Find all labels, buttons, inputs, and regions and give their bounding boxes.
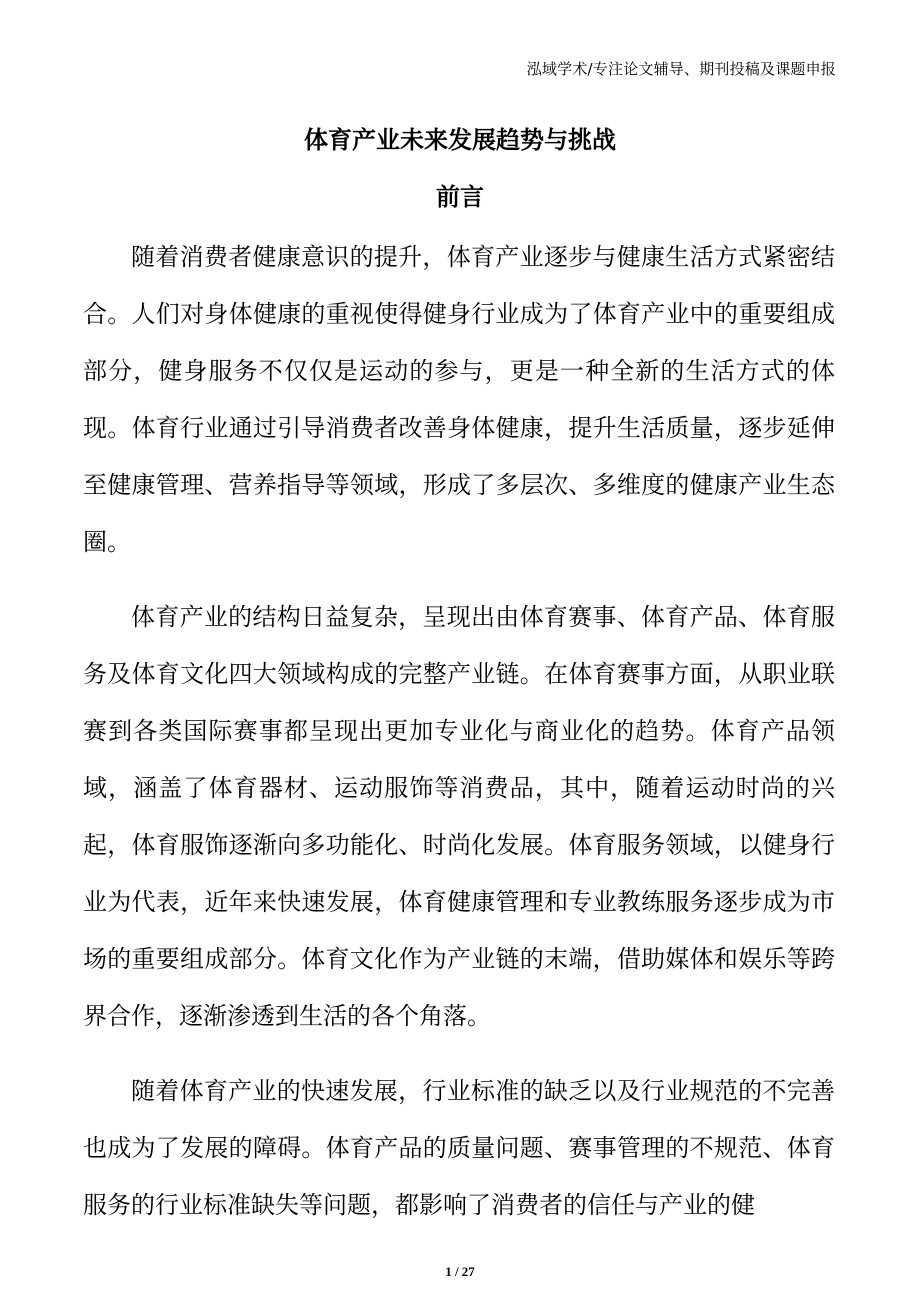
page-number: 1 / 27 — [445, 1264, 475, 1279]
header-note: 泓域学术/专注论文辅导、期刊投稿及课题申报 — [526, 60, 836, 78]
body-text — [83, 229, 835, 1252]
paragraph-3: 随着体育产业的快速发展，行业标准的缺乏以及行业规范的不完善也成为了发展的障碍。体育产品的质量问题、赛事管理的不规范、体育服务的行业标准缺失等问题，都影响了消费者的信任与产业的健 — [83, 1077, 835, 1219]
document-title: 体育产业未来发展趋势与挑战 — [304, 126, 616, 154]
paragraph-2: 体育产业的结构日益复杂，呈现出由体育赛事、体育产品、体育服务及体育文化四大领域构成的完整产业链。在体育赛事方面，从职业联赛到各类国际赛事都呈现出更加专业化与商业化的趋势。体育产品领域，涵盖了体育器材、运动服饰等消费品，其中，随着运动时尚的兴起，体育服饰逐渐向多功能化、时尚化发展。体育服务领域，以健身行业为代表，近年来快速发展，体育健康管理和专业教练服务逐步成为市场的重要组成部分。体育文化作为产业链的末端，借助媒体和娱乐等跨界合作，逐渐渗透到生活的各个角落。 — [83, 603, 835, 1030]
section-title: 前言 — [436, 183, 484, 211]
paragraph-1: 随着消费者健康意识的提升，体育产业逐步与健康生活方式紧密结合。人们对身体健康的重视使得健身行业成为了体育产业中的重要组成部分，健身服务不仅仅是运动的参与，更是一种全新的生活方式的体现。体育行业通过引导消费者改善身体健康，提升生活质量，逐步延伸至健康管理、营养指导等领域，形成了多层次、多维度的健康产业生态圈。 — [83, 243, 835, 556]
